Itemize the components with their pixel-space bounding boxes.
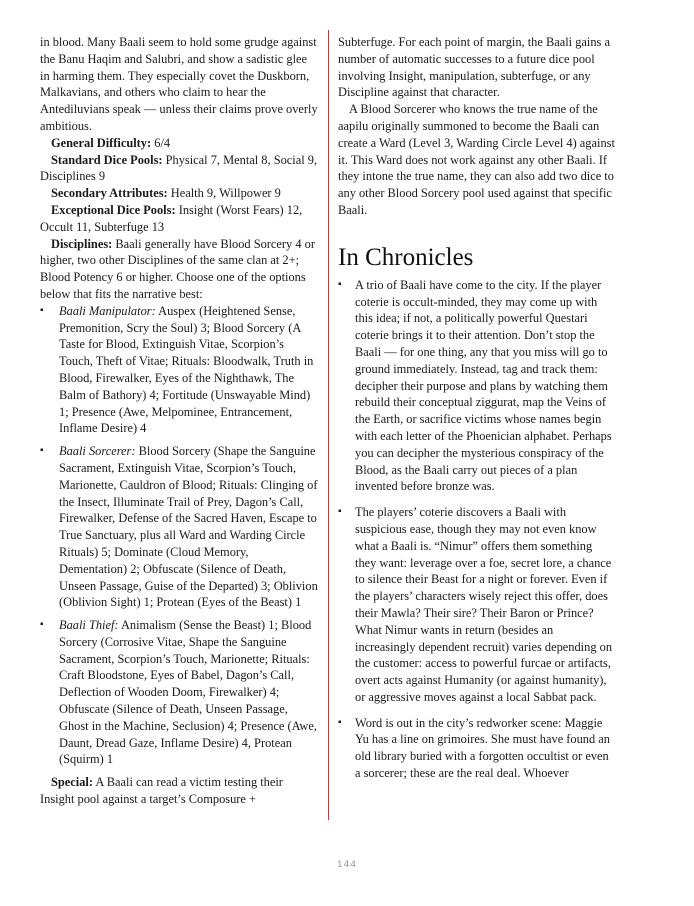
- special-paragraph: [40, 774, 318, 808]
- chronicle-hook: ▪ Word is out in the city’s redworker scene: Maggie Yu has a line on grimoires. She must have found an old library buried with a forgotten occultist or even a sorcerer; these are the real deal. Whoever: [338, 715, 616, 782]
- disciplines-paragraph: [40, 236, 318, 303]
- intro-paragraph: in blood. Many Baali seem to hold some grudge against the Banu Haqim and Salubri, and show a sadistic glee in harming them. They especially covet the Duskborn, Malkavians, and others who claim to hear the Antediluvians speak — unless their claims prove overly ambitious.: [40, 35, 318, 133]
- standard-dice-label: Standard Dice Pools:: [51, 152, 163, 167]
- page-number: 144: [336, 860, 358, 870]
- disciplines-value: Baali generally have Blood Sorcery 4 or higher, two other Disciplines of the same clan at 2+; Blood Potency 6 or higher. Choose one of the options below that fits the narrative best:: [40, 236, 315, 301]
- option-text: Animalism (Sense the Beast) 1; Blood Sorcery (Corrosive Vitae, Shape the Sanguine Sacrament, Scorpion’s Touch, Marionette; Rituals: Craft Bloodstone, Eyes of Babel, Dagon’s Call, Deflection of Wooden Doom, Firewalker) 4; Obfuscate (Silence of Death, Unseen Passage, Ghost in the Machine, Seclusion) 4; Presence (Awe, Daunt, Dread Gaze, Inflame Desire) 4, Protean (Squirm) 1: [59, 618, 317, 767]
- general-difficulty: [40, 135, 318, 152]
- exceptional-label: Exceptional Dice Pools:: [51, 202, 176, 217]
- disciplines-label: Disciplines:: [51, 236, 113, 251]
- option-text: Blood Sorcery (Shape the Sanguine Sacrament, Extinguish Vitae, Scorpion’s Touch, Marionette, Cauldron of Blood; Rituals: Clinging of the Insect, Illuminate Trail of Prey, Dagon’s Call, Firewalker, Defense of the Sacred Haven, Escape to True Sanctuary, plus all Ward and Warding Circle Rituals) 5; Dominate (Cloud Memory, Dementation) 2; Obfuscate (Silence of Death, Unseen Passage, Guise of the Departed) 3; Oblivion (Oblivion Sight) 1; Protean (Eyes of the Beast) 1: [59, 444, 318, 610]
- exceptional-value: Insight (Worst Fears) 12, Occult 11, Subterfuge 13: [40, 202, 303, 234]
- baali-options-list: [40, 303, 318, 769]
- chronicles-list: [338, 277, 616, 782]
- option-manipulator: [40, 303, 318, 437]
- exceptional-dice-pools: [40, 202, 318, 236]
- standard-dice-value: Physical 7, Mental 8, Social 9, Disciplines 9: [40, 152, 318, 184]
- general-difficulty-label: General Difficulty:: [51, 135, 152, 150]
- general-difficulty-value: 6/4: [154, 135, 171, 150]
- secondary-attributes: [40, 185, 318, 202]
- special-label: Special:: [51, 775, 93, 790]
- left-column: [40, 34, 318, 808]
- standard-dice-pools: [40, 152, 318, 186]
- right-column: [338, 34, 616, 791]
- option-name: Baali Sorcerer:: [59, 444, 136, 459]
- blood-sorcerer-paragraph: A Blood Sorcerer who knows the true name of the aapilu originally summoned to become the Baali can create a Ward (Level 3, Warding Circle Level 4) against it. This Ward does not work against any other Baali. If they intone the true name, they can also add two dice to any other Blood Sorcery pool used against that specific Baali.: [338, 102, 615, 217]
- option-thief: [40, 617, 318, 768]
- option-sorcerer: [40, 443, 318, 611]
- special-value: A Baali can read a victim testing their Insight pool against a target’s Composure +: [40, 775, 283, 807]
- option-name: Baali Thief:: [59, 618, 119, 633]
- chronicle-hook: ▪ The players’ coterie discovers a Baali with suspicious ease, though they may not even know what a Baali is. “Nimur” offers them something they want: leverage over a foe, secret lore, a chance to silence their Beast for a night or forever. Even if the players’ characters wisely reject this offer, does their Mawla? Their sire? Their Baron or Prince? What Nimur wants in return (besides an increasingly dependent recruit) varies depending on the customer: access to powerful furcae or artifacts, overt acts against Humanity (or against humanity), or aggressive moves against a local Sabbat pack.: [338, 504, 616, 706]
- section-heading: In Chronicles: [338, 243, 474, 271]
- option-text: Auspex (Heightened Sense, Premonition, Scry the Soul) 3; Blood Sorcery (A Taste for Blood, Extinguish Vitae, Scorpion’s Touch, Theft of Vitae; Rituals: Bloodwalk, Truth in Blood, Firewalker, Eyes of the Nighthawk, The Balm of Bathory) 4; Fortitude (Unswayable Mind) 1; Presence (Awe, Melpominee, Entrancement, Inflame Desire) 4: [59, 303, 314, 436]
- secondary-label: Secondary Attributes:: [51, 186, 168, 201]
- chronicle-hook: ▪ A trio of Baali have come to the city. If the player coterie is occult-minded, they may come up with this idea; if not, a politically powerful Questari coterie brings it to their attention. Don’t stop the Baali — for one thing, any that you miss will go to ground immediately. Instead, tag and track them: decipher their purpose and plans by watching them rebuild their conceptual ziggurat, map the Veins of the Earth, or sacrifice victims whose names begin with each letter of the Phoenician alphabet. Perhaps you can decipher the mysterious conspiracy of the Blood, as the Baali carry out pieces of a plan invented before bronze was.: [338, 277, 616, 495]
- secondary-value: Health 9, Willpower 9: [170, 186, 281, 201]
- option-name: Baali Manipulator:: [59, 303, 156, 318]
- column-divider: [328, 30, 329, 820]
- subterfuge-paragraph: Subterfuge. For each point of margin, the Baali gains a number of automatic successes to a future dice pool involving Insight, manipulation, subterfuge, or any Discipline against that character.: [338, 35, 610, 100]
